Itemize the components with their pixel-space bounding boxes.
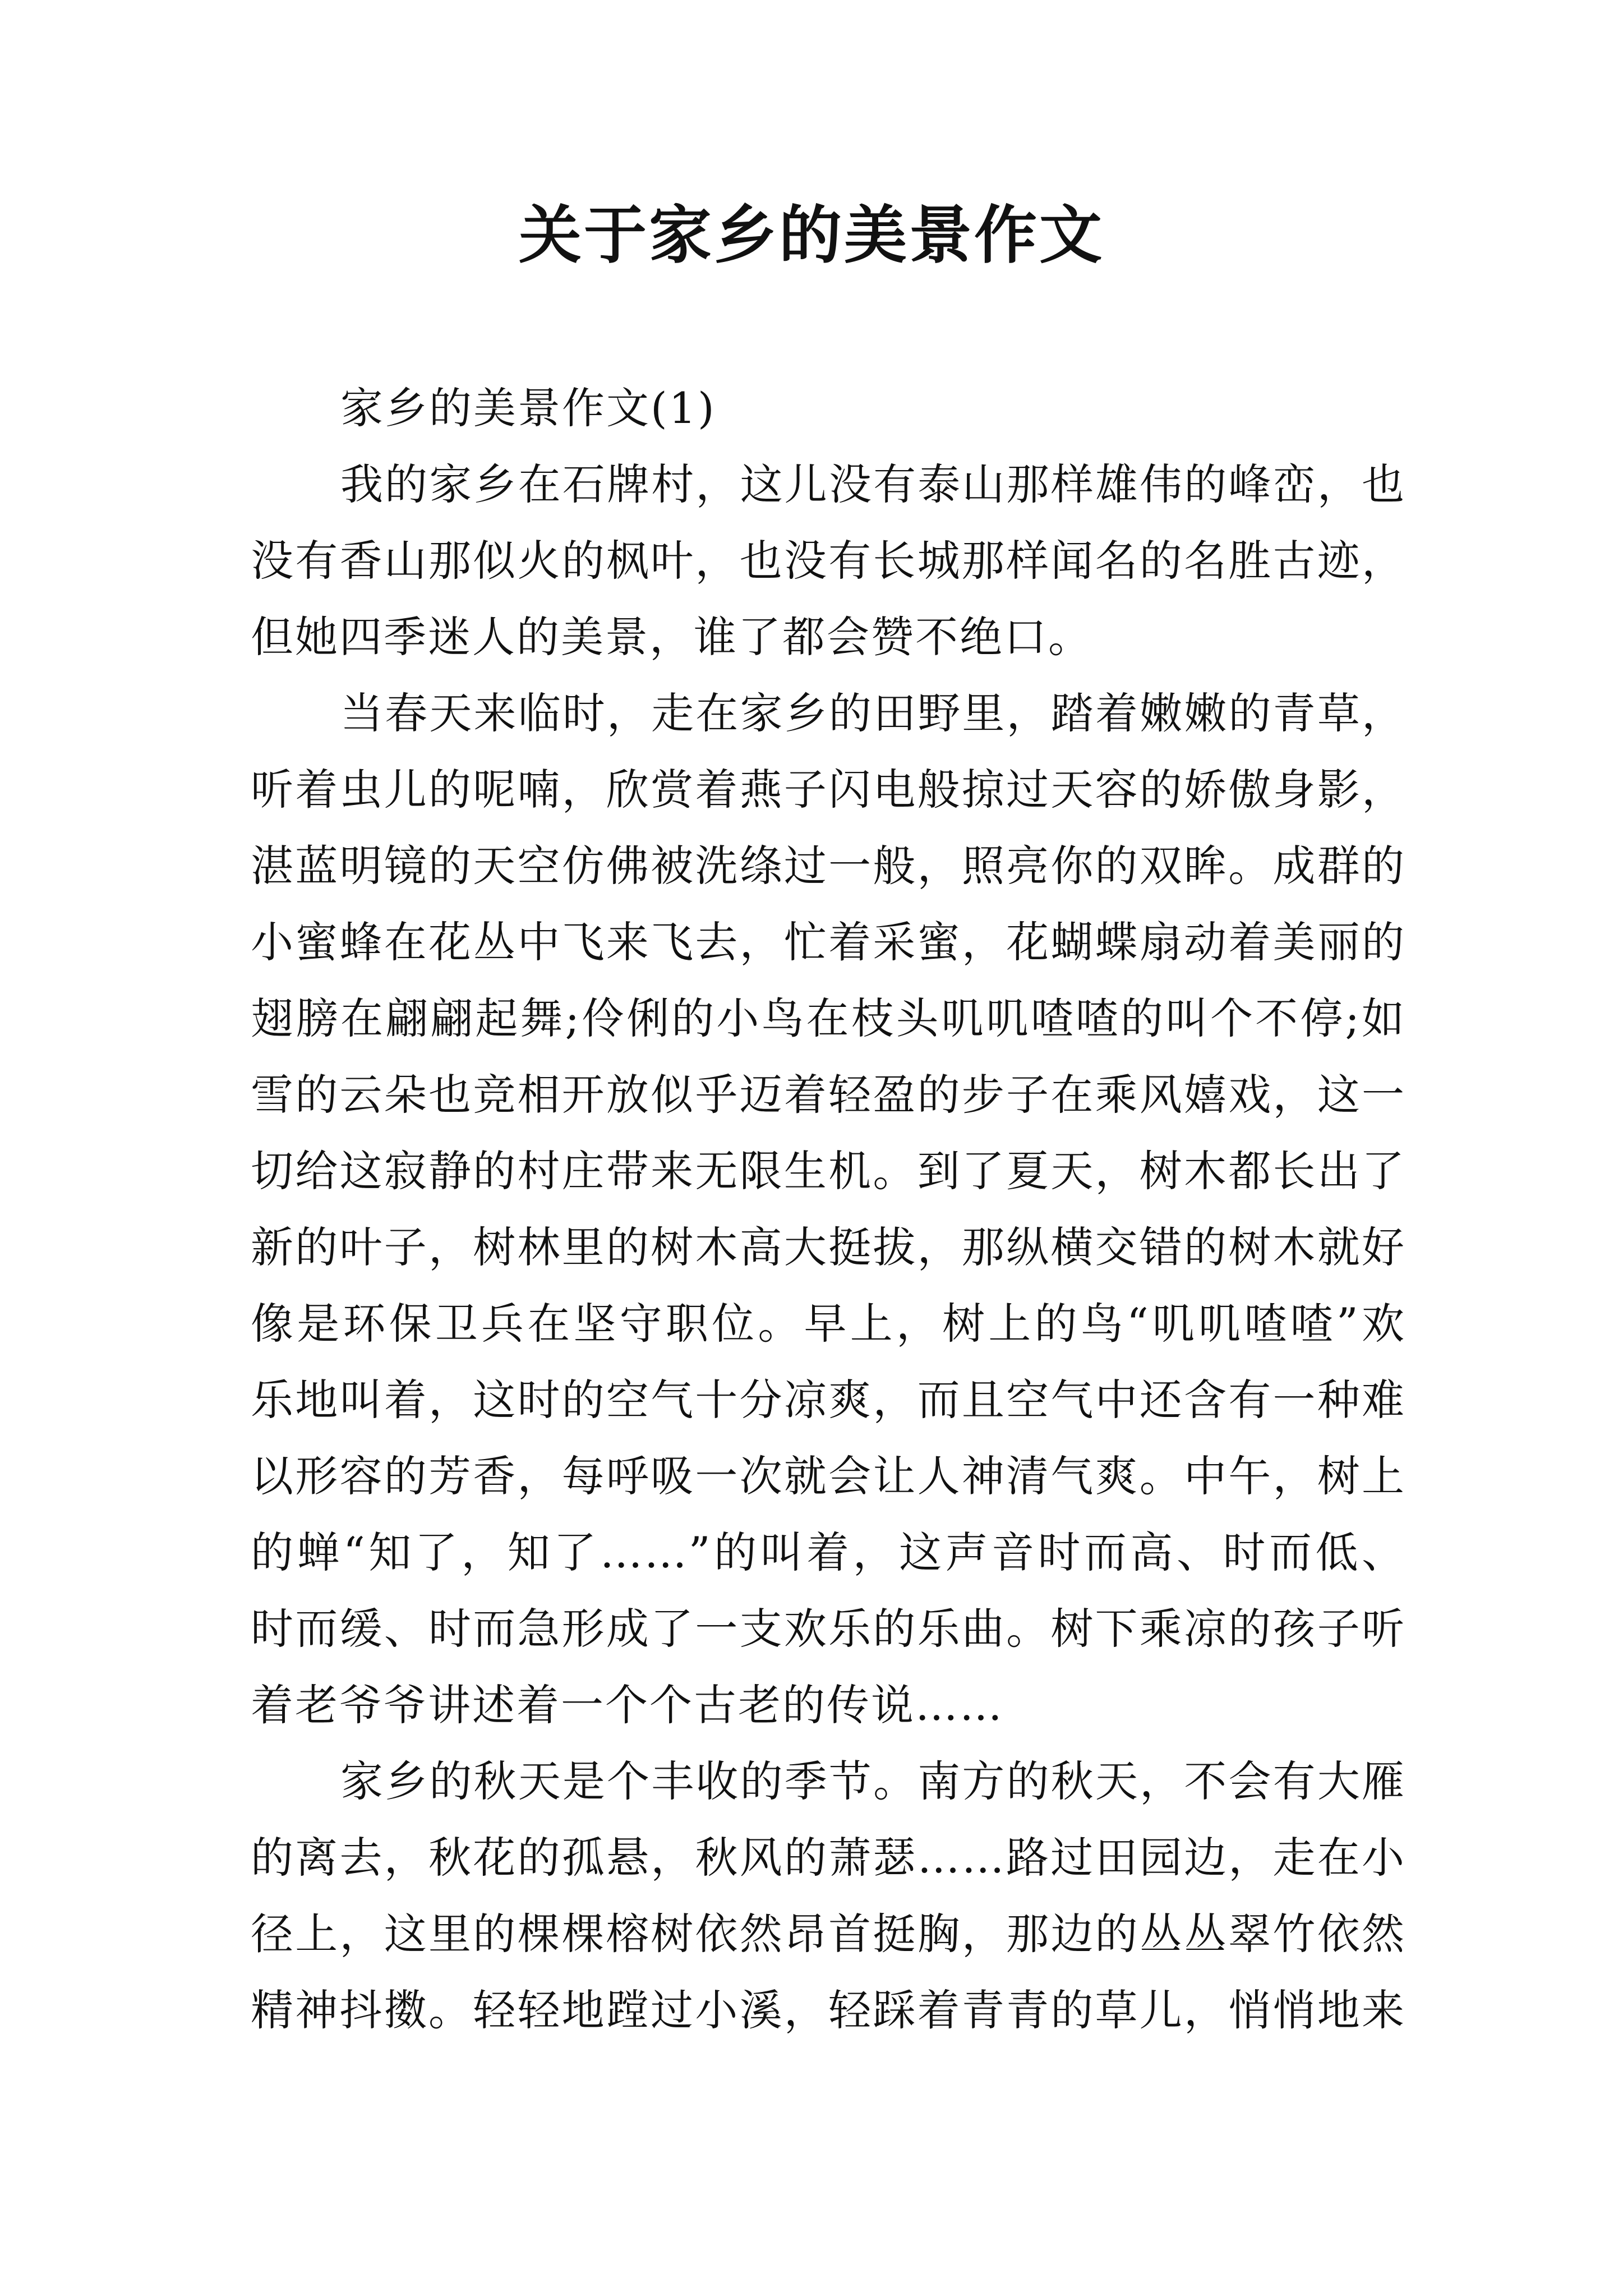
paragraph-1-line-2: 没有香山那似火的枫叶，也没有长城那样闻名的名胜古迹， xyxy=(251,536,1406,586)
paragraph-2-line-11: 以形容的芳香，每呼吸一次就会让人神清气爽。中午，树上 xyxy=(251,1451,1406,1501)
paragraph-2-line-4: 小蜜蜂在花丛中飞来飞去，忙着采蜜，花蝴蝶扇动着美丽的 xyxy=(251,917,1406,967)
document-title: 关于家乡的美景作文 xyxy=(519,199,1104,272)
paragraph-2-line-1: 当春天来临时，走在家乡的田野里，踏着嫩嫩的青草， xyxy=(340,688,1406,738)
paragraph-2-line-2: 听着虫儿的呢喃，欣赏着燕子闪电般掠过天容的娇傲身影， xyxy=(251,765,1406,815)
paragraph-3-line-1: 家乡的秋天是个丰收的季节。南方的秋天，不会有大雁 xyxy=(340,1756,1406,1806)
section-subtitle: 家乡的美景作文(1) xyxy=(340,383,716,433)
paragraph-3-line-4: 精神抖擞。轻轻地蹚过小溪，轻踩着青青的草儿，悄悄地来 xyxy=(251,1985,1406,2035)
paragraph-3-line-2: 的离去，秋花的孤悬，秋风的萧瑟……路过田园边，走在小 xyxy=(251,1833,1406,1883)
paragraph-2-line-9: 像是环保卫兵在坚守职位。早上，树上的鸟“叽叽喳喳”欢 xyxy=(251,1299,1406,1349)
paragraph-3-line-3: 径上，这里的棵棵榕树依然昂首挺胸，那边的丛丛翠竹依然 xyxy=(251,1909,1406,1959)
paragraph-1-line-1: 我的家乡在石牌村，这儿没有泰山那样雄伟的峰峦，也 xyxy=(340,459,1406,509)
document-body xyxy=(251,370,1406,2049)
paragraph-2-line-13: 时而缓、时而急形成了一支欢乐的乐曲。树下乘凉的孩子听 xyxy=(251,1604,1406,1654)
paragraph-2-line-5: 翅膀在翩翩起舞;伶俐的小鸟在枝头叽叽喳喳的叫个不停;如 xyxy=(251,993,1406,1043)
paragraph-2-line-8: 新的叶子，树林里的树木高大挺拔，那纵横交错的树木就好 xyxy=(251,1222,1406,1272)
paragraph-2-line-7: 切给这寂静的村庄带来无限生机。到了夏天，树木都长出了 xyxy=(251,1146,1406,1196)
paragraph-2-line-3: 湛蓝明镜的天空仿佛被洗绦过一般，照亮你的双眸。成群的 xyxy=(251,841,1406,891)
paragraph-2-line-10: 乐地叫着，这时的空气十分凉爽，而且空气中还含有一种难 xyxy=(251,1375,1406,1425)
paragraph-1-line-3: 但她四季迷人的美景，谁了都会赞不绝口。 xyxy=(251,612,1092,662)
paragraph-2-line-14: 着老爷爷讲述着一个个古老的传说…… xyxy=(251,1680,1004,1730)
paragraph-2-line-12: 的蝉“知了，知了……”的叫着，这声音时而高、时而低、 xyxy=(251,1527,1406,1577)
paragraph-2-line-6: 雪的云朵也竞相开放似乎迈着轻盈的步子在乘风嬉戏，这一 xyxy=(251,1070,1406,1120)
